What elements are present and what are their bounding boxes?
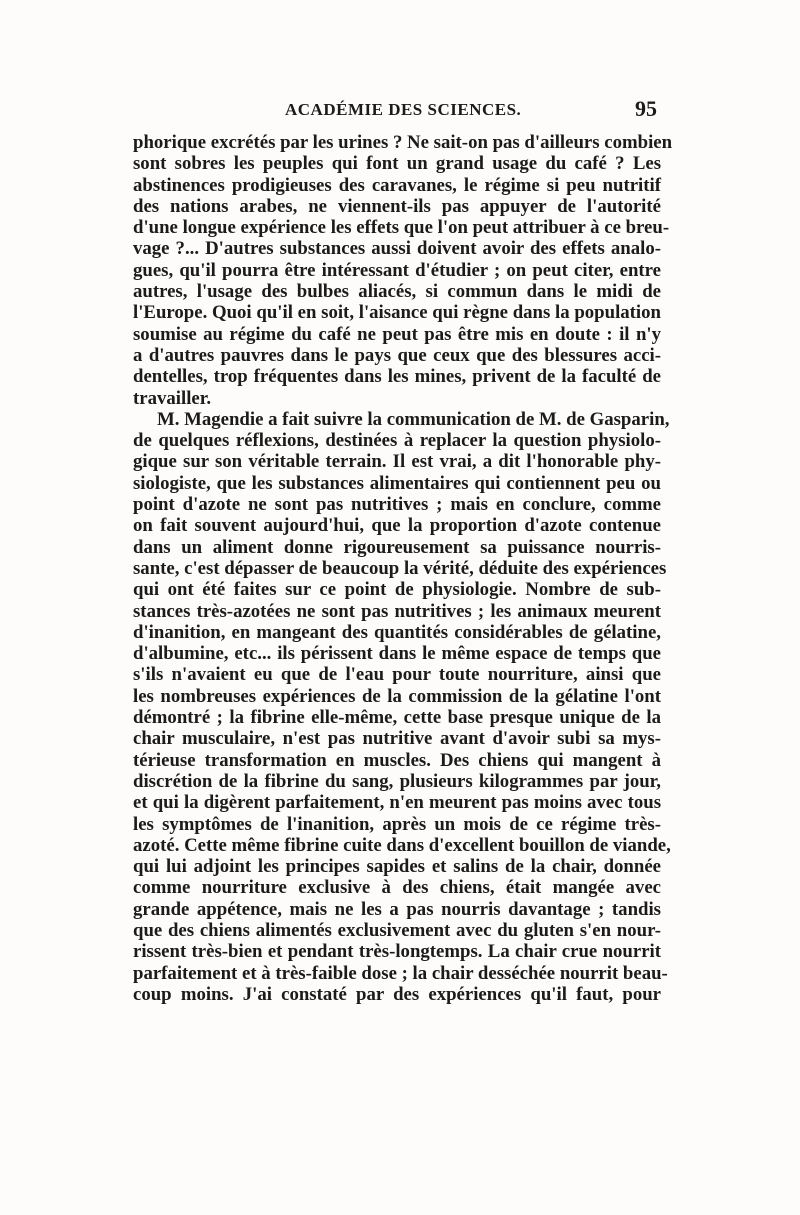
book-page bbox=[133, 96, 673, 1005]
text-line: abstinences prodigieuses des caravanes, le régime si peu nutritif bbox=[133, 174, 661, 196]
text-line: dentelles, trop fréquentes dans les mines, privent de la faculté de bbox=[133, 366, 661, 388]
text-line: s'ils n'avaient eu que de l'eau pour toute nourriture, ainsi que bbox=[133, 664, 661, 686]
text-line: dans un aliment donne rigoureusement sa puissance nourris- bbox=[133, 536, 661, 558]
text-line: grande appétence, mais ne les a pas nourris davantage ; tandis bbox=[133, 898, 661, 920]
running-title: ACADÉMIE DES SCIENCES. bbox=[285, 100, 522, 119]
text-line: vage ?... D'autres substances aussi doivent avoir des effets analo- bbox=[133, 238, 661, 260]
text-line: les nombreuses expériences de la commission de la gélatine l'ont bbox=[133, 685, 661, 707]
text-line: parfaitement et à très-faible dose ; la chair desséchée nourrit beau- bbox=[133, 962, 668, 984]
text-line: discrétion de la fibrine du sang, plusieurs kilogrammes par jour, bbox=[133, 770, 661, 792]
text-line: point d'azote ne sont pas nutritives ; mais en conclure, comme bbox=[133, 494, 661, 516]
text-line: d'une longue expérience les effets que l'on peut attribuer à ce breu- bbox=[133, 217, 670, 239]
page-number: 95 bbox=[635, 96, 657, 121]
text-line: chair musculaire, n'est pas nutritive avant d'avoir subi sa mys- bbox=[133, 728, 661, 750]
text-line: M. Magendie a fait suivre la communication de M. de Gasparin, bbox=[157, 408, 670, 430]
page-header bbox=[133, 96, 661, 126]
body-text bbox=[133, 132, 673, 1005]
text-line: les symptômes de l'inanition, après un mois de ce régime très- bbox=[133, 813, 661, 835]
text-line: travailler. bbox=[133, 387, 212, 409]
text-line: stances très-azotées ne sont pas nutritives ; les animaux meurent bbox=[133, 600, 661, 622]
text-line: rissent très-bien et pendant très-longtemps. La chair crue nourrit bbox=[133, 941, 661, 963]
text-line: a d'autres pauvres dans le pays que ceux que des blessures acci- bbox=[133, 344, 661, 366]
text-line: et qui la digèrent parfaitement, n'en meurent pas moins avec tous bbox=[133, 792, 661, 814]
text-line: sont sobres les peuples qui font un grand usage du café ? Les bbox=[133, 153, 661, 175]
text-line: phorique excrétés par les urines ? Ne sait-on pas d'ailleurs combien bbox=[133, 132, 673, 153]
text-line: des nations arabes, ne viennent-ils pas appuyer de l'autorité bbox=[133, 195, 661, 217]
text-line: coup moins. J'ai constaté par des expériences qu'il faut, pour bbox=[133, 983, 661, 1005]
text-line: gique sur son véritable terrain. Il est vrai, a dit l'honorable phy- bbox=[133, 451, 661, 473]
text-line: qui ont été faites sur ce point de physiologie. Nombre de sub- bbox=[133, 579, 661, 601]
text-line: l'Europe. Quoi qu'il en soit, l'aisance qui règne dans la population bbox=[133, 302, 661, 324]
text-line: démontré ; la fibrine elle-même, cette base presque unique de la bbox=[133, 707, 661, 729]
text-line: que des chiens alimentés exclusivement avec du gluten s'en nour- bbox=[133, 919, 661, 941]
text-line: d'albumine, etc... ils périssent dans le même espace de temps que bbox=[133, 643, 661, 665]
text-line: azoté. Cette même fibrine cuite dans d'excellent bouillon de viande, bbox=[133, 834, 671, 856]
text-line: de quelques réflexions, destinées à replacer la question physiolo- bbox=[133, 430, 661, 452]
text-line: qui lui adjoint les principes sapides et salins de la chair, donnée bbox=[133, 856, 661, 878]
text-line: autres, l'usage des bulbes aliacés, si commun dans le midi de bbox=[133, 281, 661, 303]
text-line: d'inanition, en mangeant des quantités considérables de gélatine, bbox=[133, 621, 661, 643]
text-line: gues, qu'il pourra être intéressant d'étudier ; on peut citer, entre bbox=[133, 259, 661, 281]
text-line: siologiste, que les substances alimentaires qui contiennent peu ou bbox=[133, 472, 661, 494]
text-line: térieuse transformation en muscles. Des chiens qui mangent à bbox=[133, 749, 661, 771]
text-line: comme nourriture exclusive à des chiens, était mangée avec bbox=[133, 877, 661, 899]
text-line: sante, c'est dépasser de beaucoup la vérité, déduite des expériences bbox=[133, 557, 667, 579]
text-line: on fait souvent aujourd'hui, que la proportion d'azote contenue bbox=[133, 515, 661, 537]
text-line: soumise au régime du café ne peut pas être mis en doute : il n'y bbox=[133, 323, 661, 345]
